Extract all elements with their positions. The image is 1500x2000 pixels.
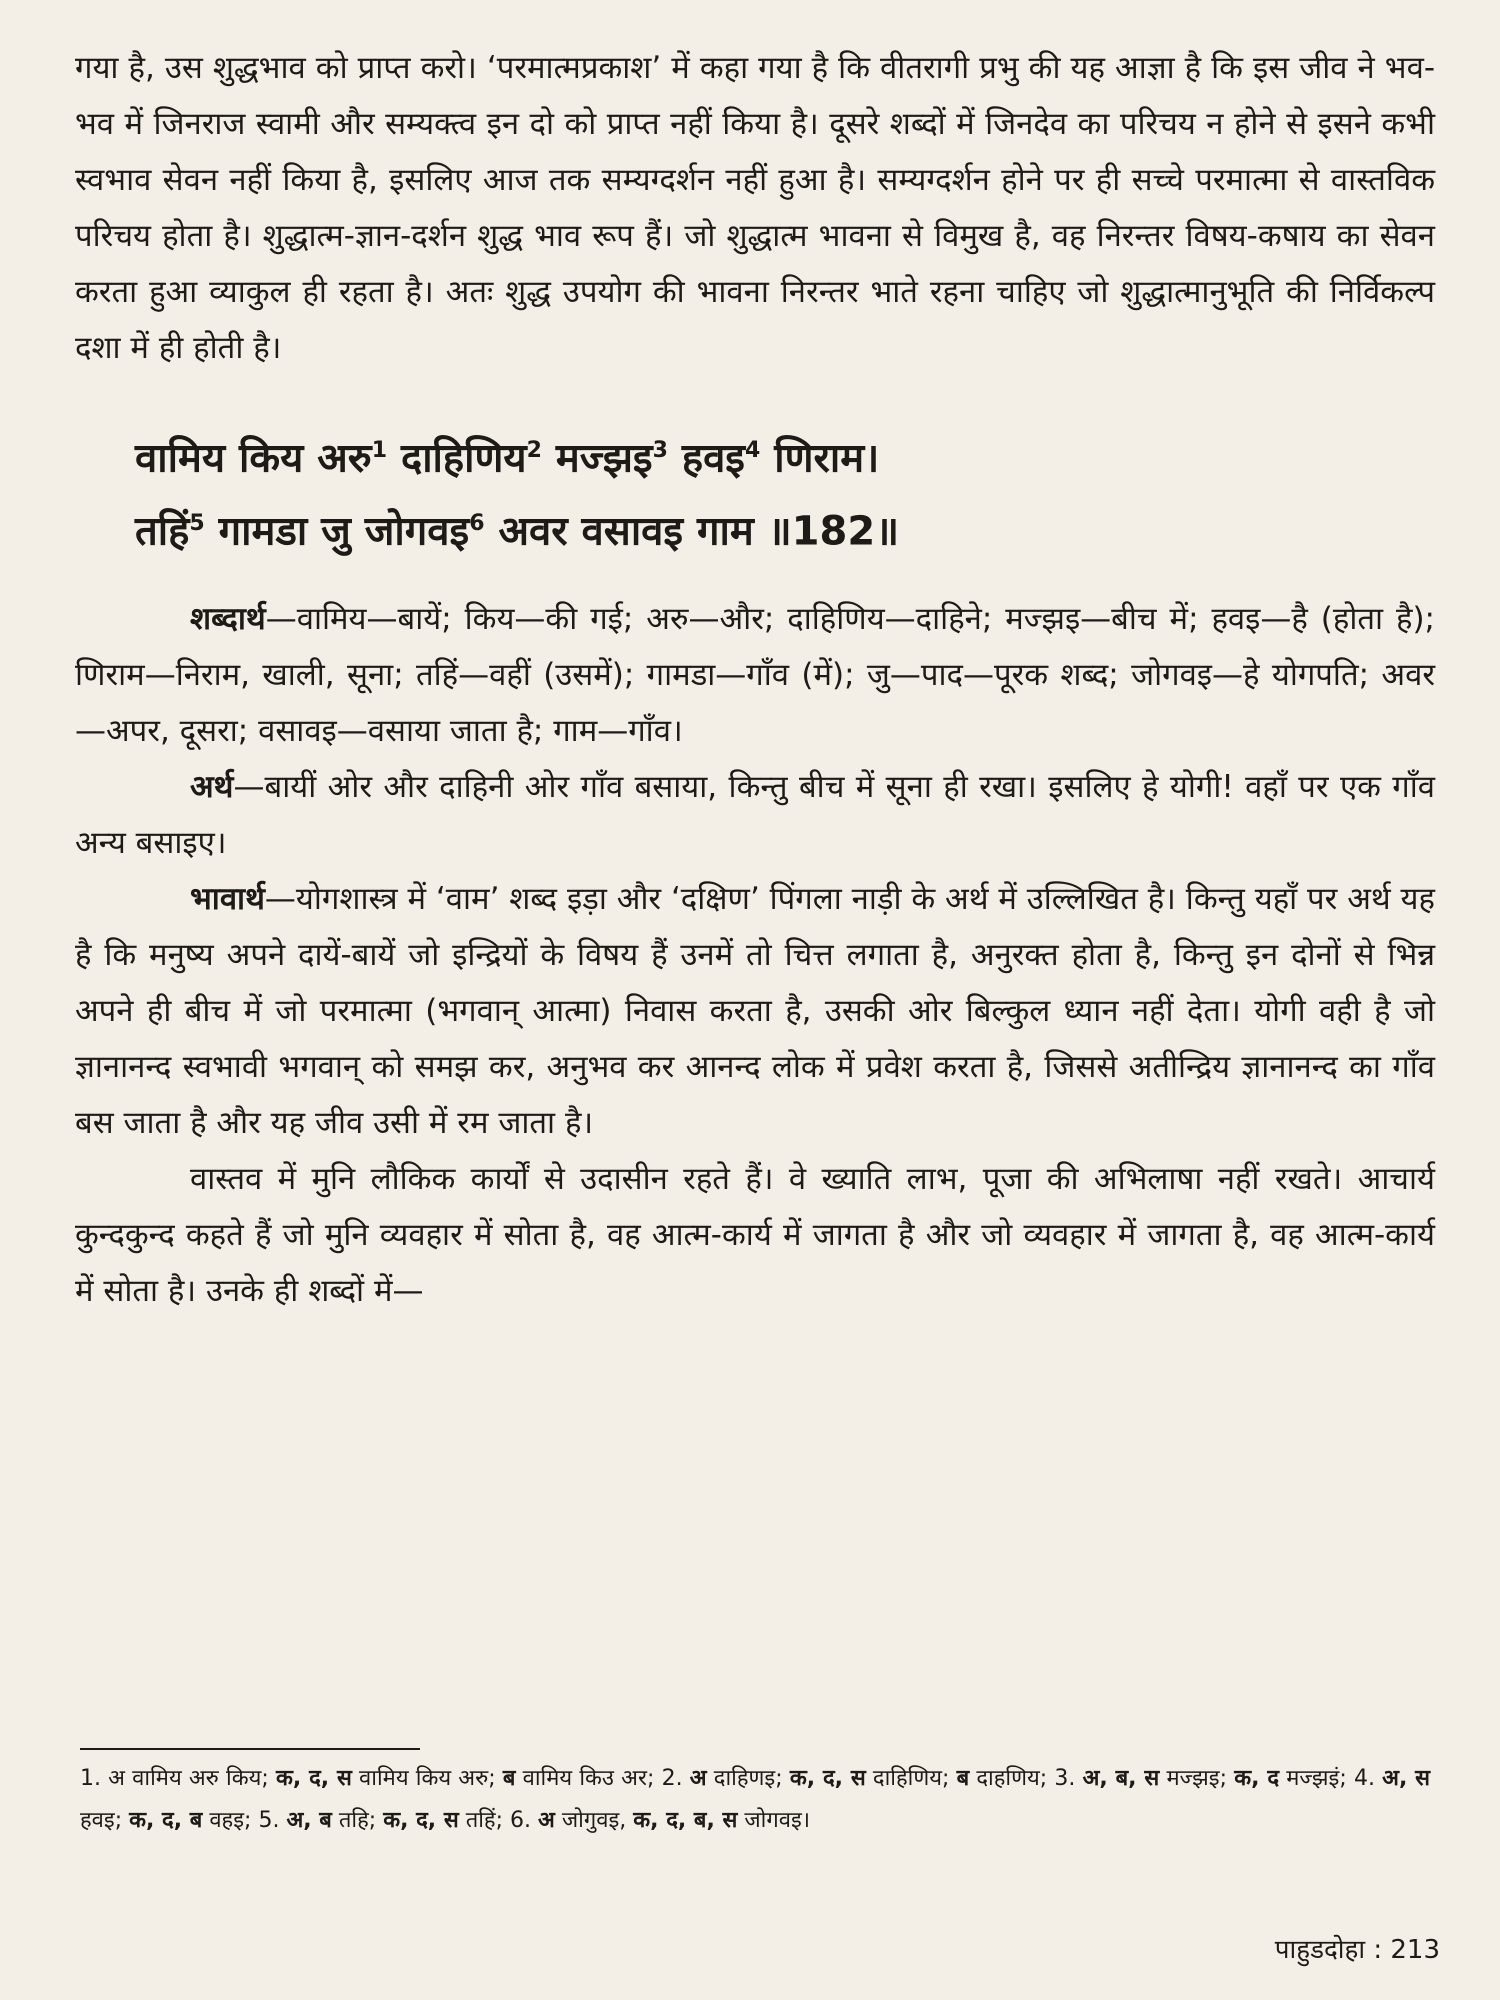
intro-paragraph: गया है, उस शुद्धभाव को प्राप्त करो। ‘परमात्मप्रकाश’ में कहा गया है कि वीतरागी प्रभु की यह आज्ञा है कि इस जीव ने भव-भव में जिनराज स्वामी और सम्यक्त्व इन दो को प्राप्त नहीं किया है। दूसरे शब्दों में जिनदेव का परिचय न होने से इसने कभी स्वभाव सेवन नहीं किया है, इसलिए आज तक सम्यग्दर्शन नहीं हुआ है। सम्यग्दर्शन होने पर ही सच्चे परमात्मा से वास्तविक परिचय होता है। शुद्धात्म-ज्ञान-दर्शन शुद्ध भाव रूप हैं। जो शुद्धात्म भावना से विमुख है, वह निरन्तर विषय-कषाय का सेवन करता हुआ व्याकुल ही रहता है। अतः शुद्ध उपयोग की भावना निरन्तर भाते रहना चाहिए जो शुद्धात्मानुभूति की निर्विकल्प दशा में ही होती है। (75, 50, 1435, 366)
shabdarth-paragraph: शब्दार्थ—वामिय—बायें; किय—की गई; अरु—और; दाहिणिय—दाहिने; मज्झइ—बीच में; हवइ—है (होता है); णिराम—निराम, खाली, सूना; तहिं—वहीं (उसमें); गामडा—गाँव (में); जु—पाद—पूरक शब्द; जोगवइ—हे योगपति; अवर—अपर, दूसरा; वसावइ—वसाया जाता है; गाम—गाँव। (75, 600, 1435, 749)
footnote-separator (80, 1748, 420, 1750)
footnote-ref: 4 (744, 438, 761, 463)
footnote-ref: 3 (652, 438, 668, 463)
page-number: पाहुडदोहा : 213 (1274, 1935, 1440, 1965)
verse-line-2: तहिं$^5$ गामडा जु जोगवइ$^6$ अवर वसावइ गाम ॥182॥ (135, 508, 900, 555)
bhavarth-label: भावार्थ (190, 880, 265, 917)
footnotes: 1. अ वामिय अरु किय; क, द, स वामिय किय अरु; ब वामिय किउ अर; 2. अ दाहिणइ; क, द, स दाहिणिय; ब दाहणिय; 3. अ, ब, स मज्झइ; क, द मज्झइं; 4. अ, स हवइ; क, द, ब वहइ; 5. अ, ब तहि; क, द, स तहिं; 6. अ जोगुवइ, क, द, ब, स जोगवइ। (80, 1766, 1431, 1833)
bhavarth-paragraph: भावार्थ—योगशास्त्र में ‘वाम’ शब्द इड़ा और ‘दक्षिण’ पिंगला नाड़ी के अर्थ में उल्लिखित है। किन्तु यहाँ पर अर्थ यह है कि मनुष्य अपने दायें-बायें जो इन्द्रियों के विषय हैं उनमें तो चित्त लगाता है, अनुरक्त होता है, किन्तु इन दोनों से भिन्न अपने ही बीच में जो परमात्मा (भगवान् आत्मा) निवास करता है, उसकी ओर बिल्कुल ध्यान नहीं देता। योगी वही है जो ज्ञानानन्द स्वभावी भगवान् को समझ कर, अनुभव कर आनन्द लोक में प्रवेश करता है, जिससे अतीन्द्रिय ज्ञानानन्द का गाँव बस जाता है और यह जीव उसी में रम जाता है। (75, 880, 1435, 1141)
footnote-ref: 6 (469, 511, 485, 537)
shabdarth-label: शब्दार्थ (190, 600, 266, 637)
arth-paragraph: अर्थ—बायीं ओर और दाहिनी ओर गाँव बसाया, किन्तु बीच में सूना ही रखा। इसलिए हे योगी! वहाँ पर एक गाँव अन्य बसाइए। (75, 768, 1435, 861)
page-body (75, 40, 1435, 1319)
arth-label: अर्थ (190, 768, 234, 805)
verse-line-1: वामिय किय अरु$^1$ दाहिणिय$^2$ मज्झइ$^3$ हवइ$^4$ णिराम। (135, 435, 880, 482)
closing-paragraph: वास्तव में मुनि लौकिक कार्यों से उदासीन रहते हैं। वे ख्याति लाभ, पूजा की अभिलाषा नहीं रखते। आचार्य कुन्दकुन्द कहते हैं जो मुनि व्यवहार में सोता है, वह आत्म-कार्य में जागता है और जो व्यवहार में जागता है, वह आत्म-कार्य में सोता है। उनके ही शब्दों में— (75, 1160, 1435, 1309)
footnote-ref: 2 (526, 438, 542, 463)
footnote-ref: 5 (189, 511, 205, 537)
verse-182 (135, 418, 1435, 565)
footnote-ref: 1 (371, 438, 388, 463)
